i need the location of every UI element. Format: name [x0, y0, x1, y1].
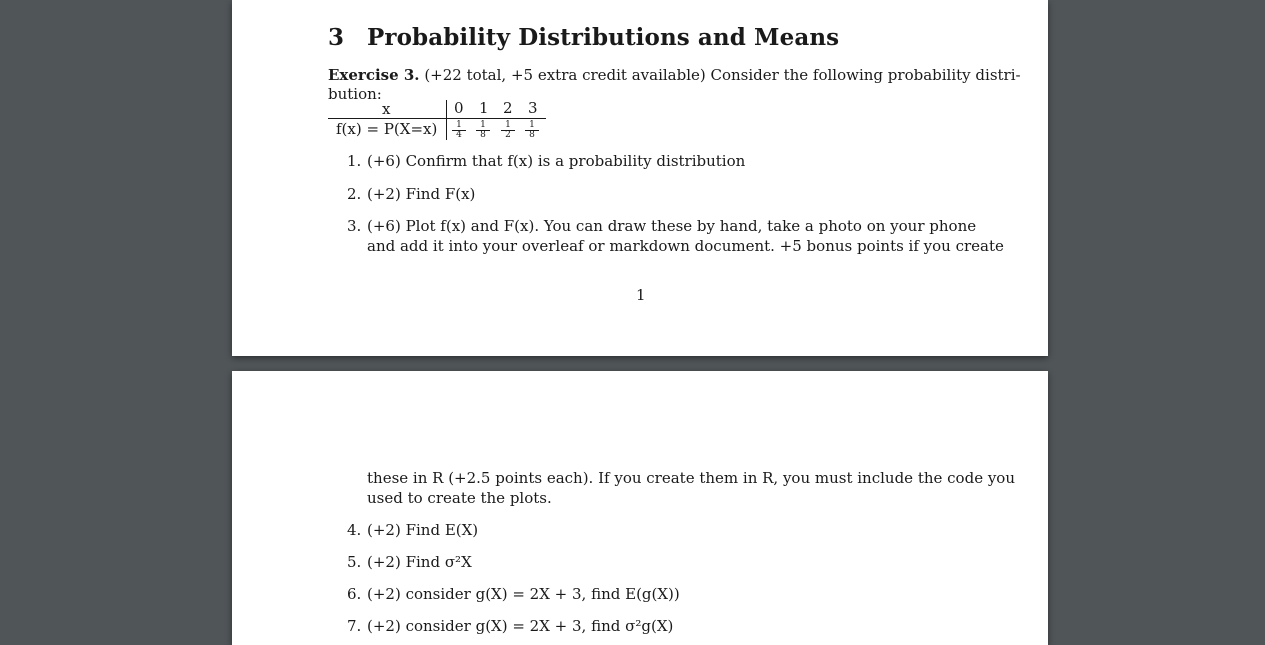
item-text: (+6) Confirm that f(x) is a probability distribution — [367, 152, 746, 170]
fraction-denominator: 2 — [505, 130, 511, 140]
table-x-header: x — [382, 100, 391, 118]
table-prob-value — [476, 121, 490, 140]
item-text: (+6) Plot f(x) and F(x). You can draw these by hand, take a photo on your phone — [367, 217, 977, 235]
distribution-table — [328, 100, 546, 142]
table-prob-value — [525, 121, 539, 140]
item-text: (+2) Find σ²X — [367, 553, 472, 571]
table-x-value: 2 — [503, 99, 513, 117]
item-text: (+2) consider g(X) = 2X + 3, find σ²g(X) — [367, 617, 674, 635]
section-title: Probability Distributions and Means — [367, 24, 840, 51]
item-number: 4. — [347, 521, 362, 539]
fraction-numerator: 1 — [476, 121, 490, 131]
exercise-intro-line-1 — [328, 66, 1021, 85]
section-number: 3 — [328, 24, 345, 51]
exercise-text-1: (+22 total, +5 extra credit available) Consider the following probability distri- — [424, 66, 1021, 84]
fraction-numerator: 1 — [452, 121, 466, 131]
item-number: 1. — [347, 152, 362, 170]
fraction-denominator: 4 — [456, 130, 462, 140]
continuation-line: used to create the plots. — [367, 489, 552, 507]
item-number: 7. — [347, 617, 362, 635]
table-x-value: 0 — [454, 99, 464, 117]
document-page-1 — [232, 0, 1048, 356]
fraction-denominator: 8 — [529, 130, 535, 140]
item-text: (+2) consider g(X) = 2X + 3, find E(g(X)) — [367, 585, 680, 603]
table-prob-value — [501, 121, 515, 140]
table-rule — [328, 118, 546, 119]
table-x-value: 1 — [479, 99, 489, 117]
item-number: 3. — [347, 217, 362, 235]
item-text: (+2) Find F(x) — [367, 185, 476, 203]
item-text: (+2) Find E(X) — [367, 521, 479, 539]
fraction-denominator: 8 — [480, 130, 486, 140]
table-x-value: 3 — [528, 99, 538, 117]
page-number: 1 — [636, 286, 646, 304]
fraction-numerator: 1 — [501, 121, 515, 131]
fraction-numerator: 1 — [525, 121, 539, 131]
exercise-label: Exercise 3. — [328, 66, 420, 84]
table-divider — [446, 100, 447, 140]
item-number: 6. — [347, 585, 362, 603]
table-fx-header: f(x) = P(X=x) — [336, 120, 438, 138]
item-number: 5. — [347, 553, 362, 571]
exercise-intro-line-2: bution: — [328, 85, 382, 103]
item-text-continued: and add it into your overleaf or markdown document. +5 bonus points if you create — [367, 237, 1004, 255]
item-number: 2. — [347, 185, 362, 203]
table-prob-value — [452, 121, 466, 140]
continuation-line: these in R (+2.5 points each). If you create them in R, you must include the code you — [367, 469, 1016, 487]
document-page-2 — [232, 371, 1048, 645]
